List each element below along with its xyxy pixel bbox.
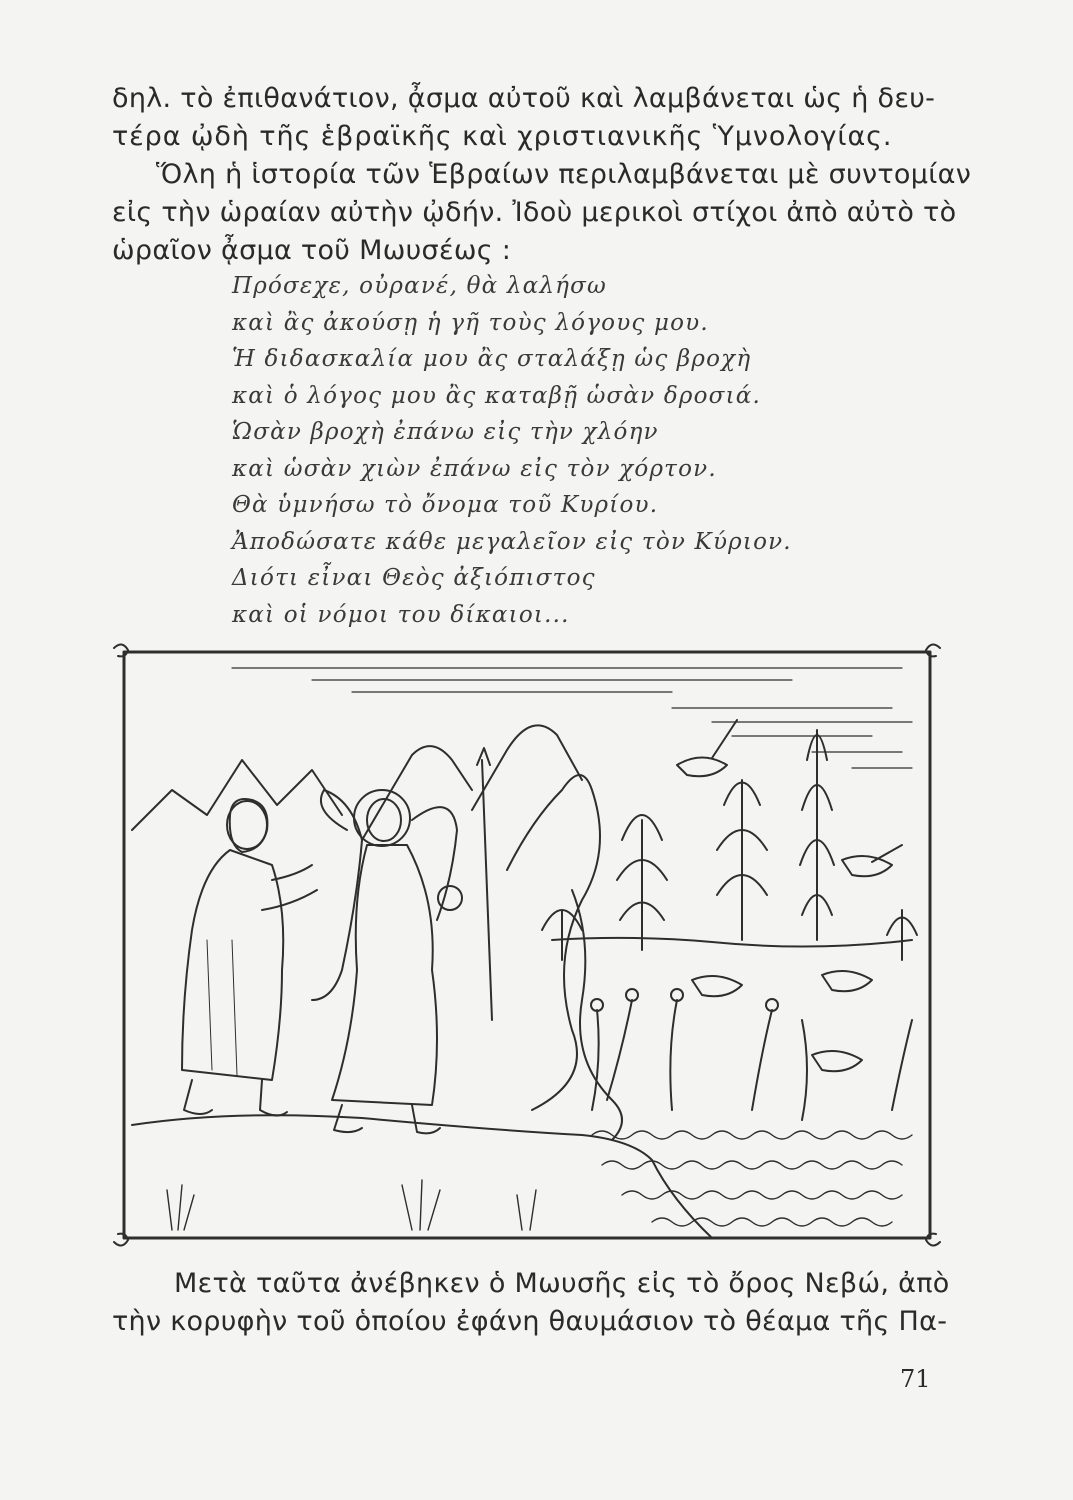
mountain-range — [132, 760, 342, 830]
sky-hatching — [232, 668, 912, 768]
poem-verse: καὶ ὁ λόγος μου ἂς καταβῇ ὡσὰν δροσιά. — [232, 382, 762, 409]
poem-verse: καὶ ἂς ἀκούσῃ ἡ γῆ τοὺς λόγους μου. — [232, 309, 709, 336]
poem-verse: καὶ οἱ νόμοι του δίκαιοι... — [232, 601, 570, 628]
illustration-moses-and-angel — [112, 640, 942, 1250]
frame-border — [124, 652, 930, 1238]
corner-ornament — [926, 1234, 940, 1246]
poem-verse: καὶ ὡσὰν χιὼν ἐπάνω εἰς τὸν χόρτον. — [232, 455, 717, 482]
top-paragraph — [112, 80, 972, 270]
poem-verse: Θὰ ὑμνήσω τὸ ὄνομα τοῦ Κυρίου. — [232, 492, 659, 518]
mountain-peak — [472, 725, 582, 810]
water — [592, 1131, 912, 1226]
page-number: 71 — [900, 1365, 931, 1393]
text-line: τέρα ᾠδὴ τῆς ἑβραϊκῆς καὶ χριστιανικῆς Ὑμνολογίας. — [112, 121, 893, 152]
corner-ornament — [114, 644, 128, 656]
plants — [591, 989, 912, 1120]
text-line: Ὅλη ἡ ἱστορία τῶν Ἑβραίων περιλαμβάνεται μὲ συντομίαν — [156, 159, 972, 190]
wing — [412, 807, 457, 920]
text-line: δηλ. τὸ ἐπιθανάτιον, ᾆσμα αὐτοῦ καὶ λαμβάνεται ὡς ἡ δευ- — [112, 83, 936, 114]
text-line: Μετὰ ταῦτα ἀνέβηκεν ὁ Μωυσῆς εἰς τὸ ὄρος Νεβώ, ἀπὸ — [174, 1268, 950, 1299]
poem-block — [232, 268, 792, 633]
angel-figure — [312, 748, 492, 1133]
corner-ornament — [926, 644, 940, 656]
text-line: εἰς τὴν ὡραίαν αὐτὴν ᾠδήν. Ἰδοὺ μερικοὶ στίχοι ἀπὸ αὐτὸ τὸ — [112, 197, 957, 228]
staff — [482, 760, 492, 1020]
ground-line — [552, 938, 912, 947]
bottom-paragraph — [112, 1265, 950, 1341]
birds — [677, 720, 902, 1071]
moses-figure — [182, 799, 317, 1116]
poem-verse: Διότι εἶναι Θεὸς ἀξιόπιστος — [232, 565, 596, 591]
orb — [438, 886, 462, 910]
corner-ornament — [114, 1234, 128, 1246]
poem-verse: Πρόσεχε, οὐρανέ, θὰ λαλήσω — [232, 273, 608, 299]
poem-verse: Ἡ διδασκαλία μου ἂς σταλάξῃ ὡς βροχὴ — [232, 346, 752, 372]
text-line: τὴν κορυφὴν τοῦ ὁποίου ἐφάνη θαυμάσιον τὸ θέαμα τῆς Πα- — [112, 1306, 948, 1337]
grass — [167, 1180, 536, 1230]
text-line: ὡραῖον ᾆσμα τοῦ Μωυσέως : — [112, 235, 512, 266]
poem-verse: Ἀποδώσατε κάθε μεγαλεῖον εἰς τὸν Κύριον. — [232, 528, 792, 555]
poem-verse: Ὡσὰν βροχὴ ἐπάνω εἰς τὴν χλόην — [232, 419, 659, 445]
trees — [542, 730, 917, 960]
